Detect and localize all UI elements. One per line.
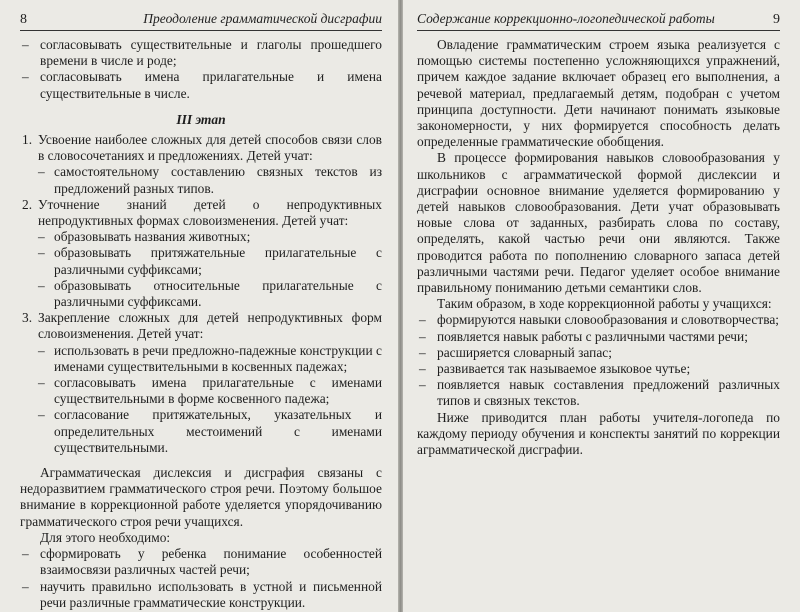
list-item: – согласовывать имена прилагательные с именами существительными в форме косвенного падежа; [36,375,382,407]
right-page [403,0,800,612]
item-3-bullets [36,343,382,456]
paragraph: Ниже приводится план работы учителя-логопеда по каждому периоду обучения и конспекты занятий по коррекции аграмматической дисграфии. [417,409,780,458]
list-item: – самостоятельному составлению связных текстов из предложений разных типов. [36,164,382,196]
list-item: – согласовывать существительные и глаголы прошедшего времени в числе и роде; [20,37,382,69]
paragraph: Овладение грамматическим строем языка реализуется с помощью системы постепенно усложняющихся упражнений, причем каждое задание включает образец его выполнения, а речевой материал, предлагаемый детям, подобран с учетом принципа доступности. Дети начинают понимать языковые закономерности, у них формируется способность делать определенные грамматические обобщения. [417,37,780,150]
item-text: Усвоение наиболее сложных для детей способов связи слов в словосочетаниях и предложениях. Детей учат: [38,132,382,164]
item-number: 2. [22,196,33,212]
list-item: – появляется навык работы с различными частями речи; [417,329,780,345]
item-1-bullets [36,164,382,196]
list-item: – использовать в речи предложно-падежные конструкции с именами существительными в косвенных падежах; [36,343,382,375]
left-page-number: 8 [20,12,27,27]
left-running-head [20,0,382,31]
item-2-bullets [36,229,382,310]
left-running-head-title: Преодоление грамматической дисграфии [143,11,382,26]
paragraph: Таким образом, в ходе коррекционной работы у учащихся: [437,296,772,312]
numbered-item-2 [20,197,382,229]
list-item: – сформировать у ребенка понимание особенностей взаимосвязи различных частей речи; [20,546,382,578]
list-item: – развивается так называемое языковое чутье; [417,361,780,377]
right-running-head [417,0,780,31]
right-page-number: 9 [773,12,780,27]
paragraph: В процессе формирования навыков словообразования у школьников с аграмматической формой дислексии и дисграфии основное внимание уделяется формированию у детей навыков словообразования. Дети учат образовывать новые слова от заданных, разбирать слова по составу, определять, какой частью речи они являются. Также проводится работа по пополнению словарного запаса детей различными частями речи. Педагог уделяет особое внимание правильному пониманию детьми семантики слов. [417,150,780,296]
left-page [0,0,398,612]
closing-paragraph: Аграмматическая дислексия и дисграфия связаны с недоразвитием грамматического строя речи. Поэтому большое внимание в коррекционной работе уделяется упорядочиванию грамматического строя речи учащихся. [20,465,382,529]
list-item: – согласование притяжательных, указательных и определительных местоимений с именами существительными. [36,407,382,456]
right-page-body [417,37,780,458]
numbered-item-3 [20,310,382,342]
item-number: 3. [22,310,33,326]
stage-title: III этап [176,111,226,127]
list-item: – формируются навыки словообразования и словотворчества; [417,312,780,328]
list-item: – образовывать относительные прилагательные с различными суффиксами. [36,278,382,310]
item-text: Уточнение знаний детей о непродуктивных непродуктивных формах словоизменения. Детей учат: [38,196,382,229]
list-item: – образовывать притяжательные прилагательные с различными суффиксами; [36,245,382,277]
list-item: – расширяется словарный запас; [417,345,780,361]
numbered-item-1 [20,132,382,164]
right-running-head-title: Содержание коррекционно-логопедической работы [417,11,715,26]
list-item: – научить правильно использовать в устной и письменной речи различные грамматические конструкции. [20,579,382,611]
item-text: Закрепление сложных для детей непродуктивных форм словоизменения. Детей учат: [38,310,382,342]
list-item: – согласовывать имена прилагательные и имена существительные в числе. [20,69,382,101]
item-number: 1. [22,132,33,148]
list-item: – образовывать названия животных; [36,229,382,245]
left-page-body [20,37,382,611]
closing-lead: Для этого необходимо: [40,529,171,545]
list-item: – появляется навык составления предложений различных типов и связных текстов. [417,377,780,409]
